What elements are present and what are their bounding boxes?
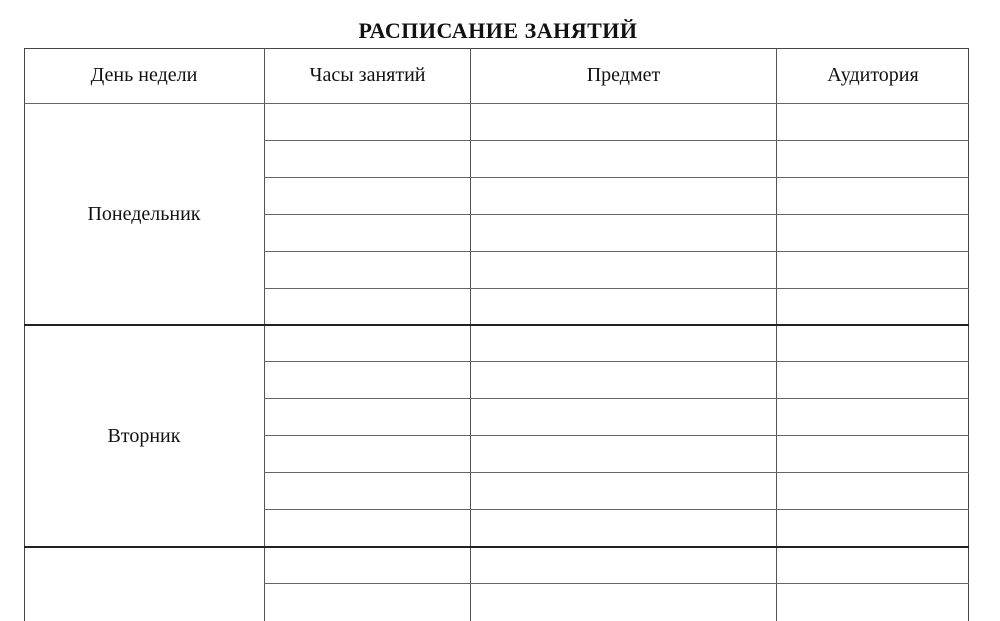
column-divider <box>264 48 265 621</box>
column-header-subject: Предмет <box>586 64 661 86</box>
column-divider <box>470 48 471 621</box>
row-divider <box>264 398 969 399</box>
column-header-hours: Часы занятий <box>309 64 426 86</box>
column-divider <box>776 48 777 621</box>
page-title: РАСПИСАНИЕ ЗАНЯТИЙ <box>358 18 638 43</box>
day-cell-monday: Понедельник <box>87 202 201 225</box>
day-cell-tuesday: Вторник <box>107 424 181 447</box>
row-divider <box>264 288 969 289</box>
schedule-table <box>24 48 969 621</box>
row-divider <box>264 361 969 362</box>
row-divider <box>264 177 969 178</box>
row-divider <box>264 509 969 510</box>
row-divider <box>264 583 969 584</box>
row-divider <box>264 435 969 436</box>
row-divider <box>264 472 969 473</box>
row-divider <box>264 214 969 215</box>
table-border-right <box>968 48 969 621</box>
row-divider <box>264 251 969 252</box>
column-header-day: День недели <box>90 64 198 86</box>
column-header-room: Аудитория <box>827 64 919 86</box>
day-cell-next <box>24 548 264 621</box>
row-divider <box>264 140 969 141</box>
